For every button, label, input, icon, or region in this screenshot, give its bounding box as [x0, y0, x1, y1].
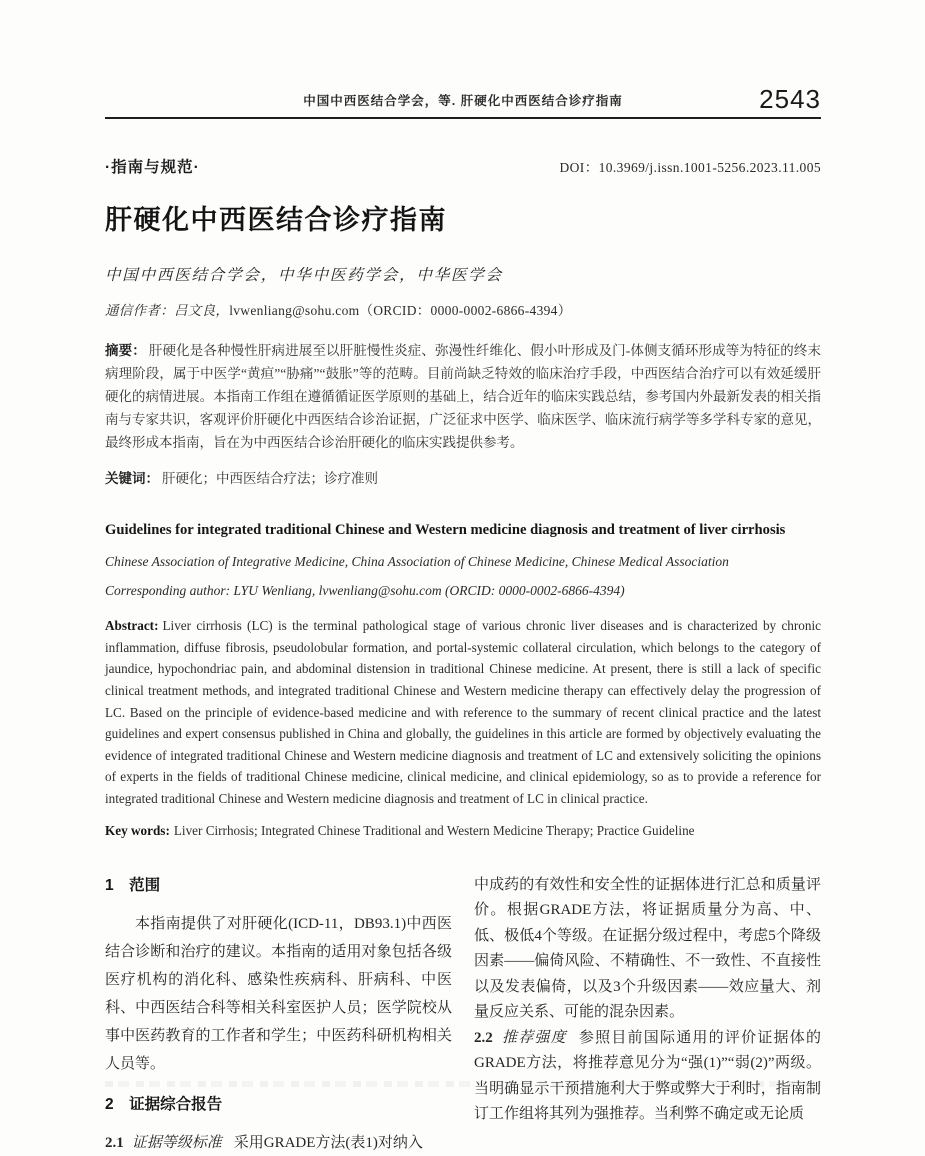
section-1-paragraph: 本指南提供了对肝硬化(ICD-11，DB93.1)中西医结合诊断和治疗的建议。本指南的适用对象包括各级医疗机构的消化科、感染性疾病科、肝病科、中医科、中西医结合科等相关科室医护人员；医学院校从事中医药教育的工作者和学生；中医药科研机构相关人员等。: [105, 915, 452, 1072]
section-2-2-title: 推荐强度: [500, 1029, 567, 1046]
corresponding-author-zh: [105, 299, 821, 319]
section-2-1-number: 2.1: [105, 1134, 124, 1151]
abstract-label-zh: 摘要：: [105, 342, 146, 358]
corresponding-value-zh: lvwenliang@sohu.com（ORCID：0000-0002-6866-4394）: [229, 302, 572, 318]
column-left: [105, 873, 452, 1156]
corresponding-author-en: [105, 583, 821, 599]
corresponding-value-en: LYU Wenliang, lvwenliang@sohu.com (ORCID: 0000-0002-6866-4394): [233, 583, 625, 599]
right-column-paragraph: 中成药的有效性和安全性的证据体进行汇总和质量评价。根据GRADE方法，将证据质量分为高、中、低、极低4个等级。在证据分级过程中，考虑5个降级因素——偏倚风险、不精确性、不一致性、不直接性以及发表偏倚，以及3个升级因素——效应量大、剂量反应关系、可能的混杂因素。: [474, 876, 821, 1021]
keywords-text-zh: 肝硬化；中西医结合疗法；诊疗准则: [162, 471, 378, 487]
corresponding-label-zh: 通信作者：吕文良，: [105, 302, 230, 318]
abstract-label-en: Abstract:: [105, 618, 159, 634]
keywords-en: [105, 823, 821, 839]
label-row: [105, 155, 821, 177]
section-2-2-text: 参照目前国际通用的评价证据体的GRADE方法，将推荐意见分为“强(1)”“弱(2)”两级。当明确显示干预措施利大于弊或弊大于利时，指南制订工作组将其列为强推荐。当利弊不确定或无论质: [474, 1029, 821, 1123]
keywords-text-en: Liver Cirrhosis; Integrated Chinese Traditional and Western Medicine Therapy; Practice Guideline: [173, 822, 695, 838]
keywords-label-zh: 关键词：: [105, 471, 159, 487]
clipped-bottom-text-artifact: [105, 1081, 821, 1087]
corresponding-label-en: Corresponding author:: [105, 583, 231, 599]
section-2-2-paragraph: [474, 1026, 821, 1128]
column-type-label: ·指南与规范·: [105, 159, 200, 176]
section-2-1-text: 采用GRADE方法(表1)对纳入: [233, 1134, 423, 1151]
authors-zh: 中国中西医结合学会，中华中医药学会，中华医学会: [105, 266, 503, 284]
section-2-heading: 2 证据综合报告: [105, 1095, 223, 1113]
abstract-zh: [105, 339, 821, 454]
column-right: [474, 873, 821, 1156]
running-head: [105, 84, 821, 114]
article-title-zh: 肝硬化中西医结合诊疗指南: [105, 205, 447, 235]
page-number: 2543: [759, 84, 821, 114]
abstract-text-en: Liver cirrhosis (LC) is the terminal pathological stage of various chronic liver diseases and is characterized by chronic inflammation, diffuse fibrosis, pseudolobular formation, and portal-systemic collateral circulation, which belongs to the category of jaundice, hypochondriac pain, and abdominal distension in traditional Chinese medicine. At present, there is still a lack of specific clinical treatment methods, and integrated traditional Chinese and Western medicine therapy can effectively delay the progression of LC. Based on the principle of evidence-based medicine and with reference to the summary of recent clinical practice and the latest guidelines and expert consensus published in China and globally, the guidelines in this article are formed by objectively evaluating the evidence of integrated traditional Chinese and Western medicine diagnosis and treatment of LC and extensively soliciting the opinions of experts in the fields of traditional Chinese medicine, clinical medicine, and clinical epidemiology, so as to provide a reference for integrated traditional Chinese and Western medicine diagnosis and treatment of LC in clinical practice.: [105, 618, 821, 806]
section-2-2-number: 2.2: [474, 1029, 493, 1046]
abstract-text-zh: 肝硬化是各种慢性肝病进展至以肝脏慢性炎症、弥漫性纤维化、假小叶形成及门-体侧支循环形成等为特征的终末病理阶段，属于中医学“黄疸”“胁痛”“鼓胀”等的范畴。目前尚缺乏特效的临床治疗手段，中西医结合治疗可以有效延缓肝硬化的病情进展。本指南工作组在遵循循证医学原则的基础上，结合近年的临床实践总结，参考国内外最新发表的相关指南与专家共识，客观评价肝硬化中西医结合诊治证据，广泛征求中医学、临床医学、临床流行病学等多学科专家的意见，最终形成本指南，旨在为中西医结合诊治肝硬化的临床实践提供参考。: [105, 342, 821, 450]
running-head-text: 中国中西医结合学会，等. 肝硬化中西医结合诊疗指南: [303, 94, 623, 108]
section-2-1-title: 证据等级标准: [131, 1134, 222, 1151]
section-1-heading: 1 范围: [105, 876, 161, 894]
header-rule: [105, 117, 821, 119]
affiliation-en: Chinese Association of Integrative Medicine, China Association of Chinese Medicine, Chinese Medical Association: [105, 554, 729, 570]
keywords-label-en: Key words:: [105, 822, 170, 838]
article-title-en: Guidelines for integrated traditional Chinese and Western medicine diagnosis and treatment of liver cirrhosis: [105, 522, 786, 539]
body-columns: [105, 873, 821, 1156]
page-content: [105, 85, 821, 1156]
keywords-zh: [105, 467, 821, 490]
abstract-en: [105, 615, 821, 809]
doi-text: DOI：10.3969/j.issn.1001-5256.2023.11.005: [559, 160, 821, 175]
section-2-1-line: [105, 1129, 452, 1156]
